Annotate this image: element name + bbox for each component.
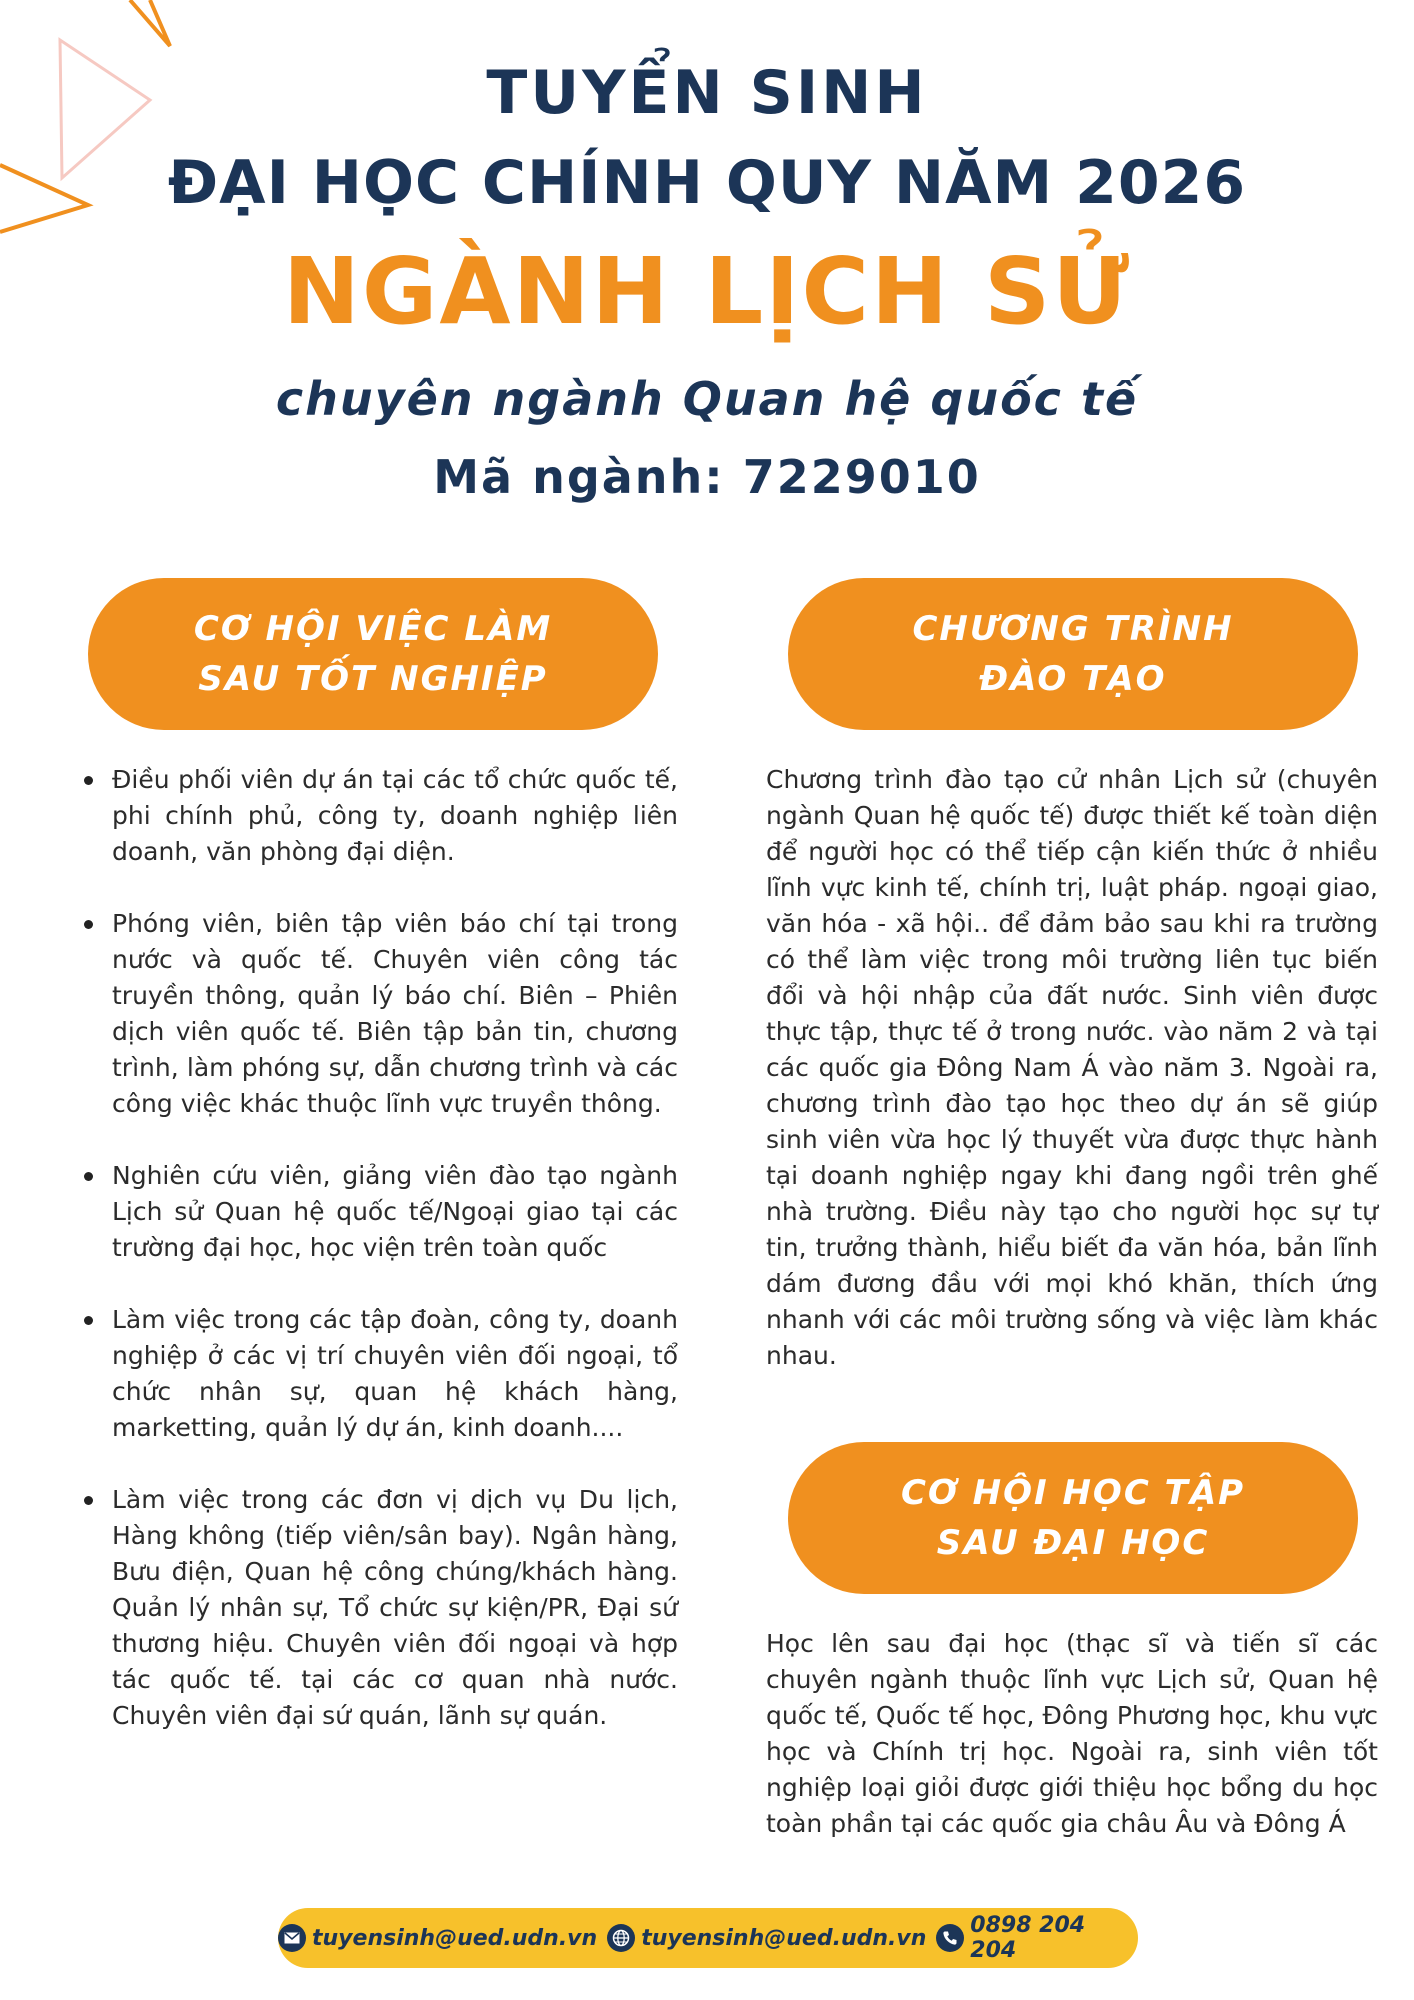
major-title: NGÀNH LỊCH SỬ [282,238,1132,345]
email-contact[interactable] [278,1924,597,1952]
postgrad-heading [788,1442,1358,1594]
website-text: tuyensinh@ued.udn.vn [641,1925,927,1951]
list-item: Điều phối viên dự án tại các tổ chức quốc tế, phi chính phủ, công ty, doanh nghiệp liên doanh, văn phòng đại diện. [82,762,678,870]
globe-icon [607,1924,635,1952]
careers-heading-line-1: CƠ HỘI VIỆC LÀM [193,609,553,649]
careers-list [82,762,678,1770]
postgrad-description: Học lên sau đại học (thạc sĩ và tiến sĩ các chuyên ngành thuộc lĩnh vực Lịch sử, Quan hệ quốc tế, Quốc tế học, Đông Phương học, khu vực học và Chính trị học. Ngoài ra, sinh viên tốt nghiệp loại giỏi được giới thiệu học bổng du học toàn phần tại các quốc gia châu Âu và Đông Á [766,1629,1378,1838]
program-heading-line-1: CHƯƠNG TRÌNH [912,609,1234,649]
email-text: tuyensinh@ued.udn.vn [312,1925,598,1951]
list-item: Làm việc trong các đơn vị dịch vụ Du lịch, Hàng không (tiếp viên/sân bay). Ngân hàng, Bưu điện, Quan hệ công chúng/khách hàng. Quản lý nhân sự, Tổ chức sự kiện/PR, Đại sứ thương hiệu. Chuyên viên đối ngoại và hợp tác quốc tế. tại các cơ quan nhà nước. Chuyên viên đại sứ quán, lãnh sự quán. [82,1482,678,1734]
title-line-1: TUYỂN SINH [486,58,928,128]
careers-heading-line-2: SAU TỐT NGHIỆP [198,659,548,699]
contact-bar [278,1908,1138,1968]
phone-icon [936,1924,964,1952]
list-item: Phóng viên, biên tập viên báo chí tại trong nước và quốc tế. Chuyên viên công tác truyền thông, quản lý báo chí. Biên – Phiên dịch viên quốc tế. Biên tập bản tin, chương trình, làm phóng sự, dẫn chương trình và các công việc khác thuộc lĩnh vực truyền thông. [82,906,678,1122]
phone-contact[interactable] [936,1913,1138,1963]
website-contact[interactable] [607,1924,926,1952]
careers-heading [88,578,658,730]
corner-decoration [0,0,200,260]
postgrad-heading-line-2: SAU ĐẠI HỌC [936,1523,1210,1563]
title-line-2: ĐẠI HỌC CHÍNH QUY NĂM 2026 [167,148,1247,218]
program-heading-line-2: ĐÀO TẠO [979,659,1167,699]
list-item: Làm việc trong các tập đoàn, công ty, doanh nghiệp ở các vị trí chuyên viên đối ngoại, tổ chức nhân sự, quan hệ khách hàng, marketting, quản lý dự án, kinh doanh.... [82,1302,678,1446]
major-code: Mã ngành: 7229010 [433,450,981,504]
program-heading [788,578,1358,730]
list-item: Nghiên cứu viên, giảng viên đào tạo ngành Lịch sử Quan hệ quốc tế/Ngoại giao tại các trường đại học, học viện trên toàn quốc [82,1158,678,1266]
email-icon [278,1924,306,1952]
specialization-title: chuyên ngành Quan hệ quốc tế [275,372,1139,426]
phone-text: 0898 204 204 [970,1913,1086,1963]
postgrad-heading-line-1: CƠ HỘI HỌC TẬP [900,1473,1246,1513]
program-description: Chương trình đào tạo cử nhân Lịch sử (chuyên ngành Quan hệ quốc tế) được thiết kế toàn diện để người học có thể tiếp cận kiến thức ở nhiều lĩnh vực kinh tế, chính trị, luật pháp. ngoại giao, văn hóa - xã hội.. để đảm bảo sau khi ra trường có thể làm việc trong môi trường liên tục biến đổi và hội nhập của đất nước. Sinh viên được thực tập, thực tế ở trong nước. vào năm 2 và tại các quốc gia Đông Nam Á vào năm 3. Ngoài ra, chương trình đào tạo học theo dự án sẽ giúp sinh viên vừa học lý thuyết vừa được thực hành tại doanh nghiệp ngay khi đang ngồi trên ghế nhà trường. Điều này tạo cho người học sự tự tin, trưởng thành, hiểu biết đa văn hóa, bản lĩnh dám đương đầu với mọi khó khăn, thích ứng nhanh với các môi trường sống và việc làm khác nhau. [766,765,1378,1370]
